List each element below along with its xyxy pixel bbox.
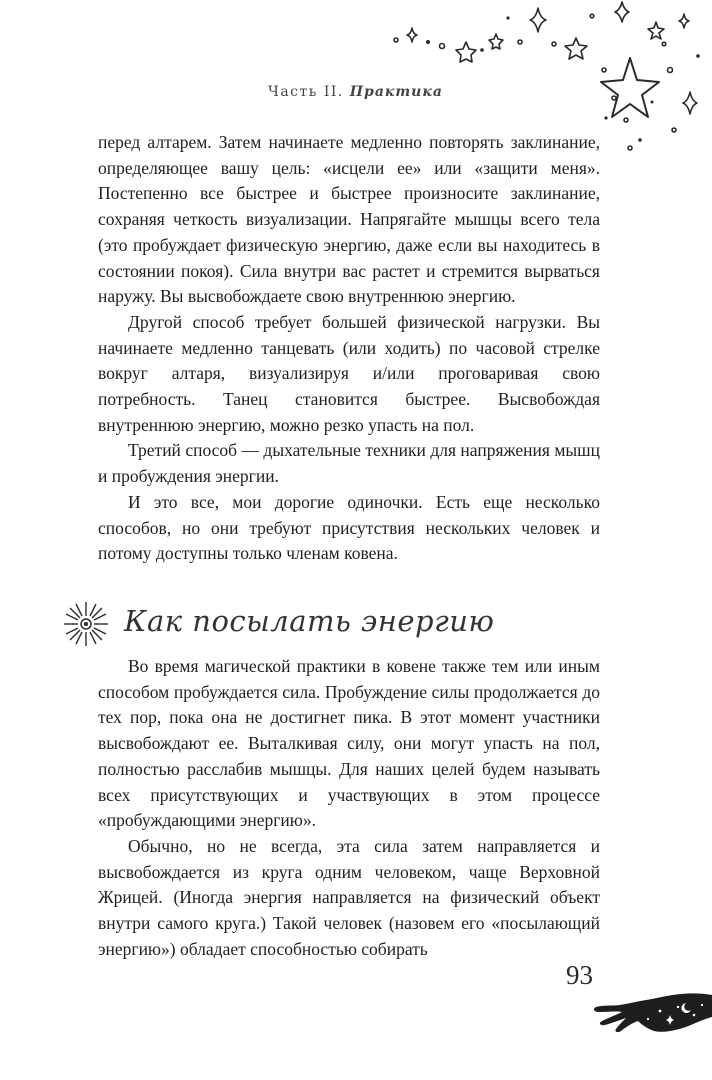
paragraph: Обычно, но не всегда, эта сила затем направляется и высвобождается из круга одним человеком, чаще Верховной Жрицей. (Иногда энергия направляется на физический объект внутри самого круга.) Такой человек (назовем его «посылающий энергию») обладает способностью собирать xyxy=(98,835,600,959)
hand-icon xyxy=(590,985,712,1037)
body-text-top xyxy=(98,130,600,567)
paragraph: Во время магической практики в ковене также тем или иным способом пробуждается сила. Пробуждение силы продолжается до тех пор, пока она не достигнет пика. В этот момент участники высвобождают ее. Выталкивая силу, они могут упасть на пол, полностью расслабив мышцы. Для наших целей будем называть всех присутствующих и участвующих в этом процессе «пробуждающими энергию». xyxy=(98,656,600,831)
running-head-title: Практика xyxy=(349,84,443,100)
running-head-part: Часть II. xyxy=(268,84,344,100)
body-text-bottom xyxy=(98,654,600,962)
sun-icon xyxy=(62,600,110,648)
section-title: Как посылать энергию xyxy=(124,604,495,638)
page-number: 93 xyxy=(566,960,593,990)
paragraph: И это все, мои дорогие одиночки. Есть еще несколько способов, но они требуют присутствия нескольких человек и потому доступны только членам ковена. xyxy=(98,491,600,564)
paragraph: перед алтарем. Затем начинаете медленно повторять заклинание, определяющее вашу цель: «исцели ее» или «защити меня». Постепенно все быстрее и быстрее произносите заклинание, сохраняя четкость визуализации. Напрягайте мышцы всего тела (это пробуждает физическую энергию, даже если вы находитесь в состоянии покоя). Сила внутри вас растет и стремится вырваться наружу. Вы высвобождаете свою внутреннюю энергию. xyxy=(98,132,600,307)
paragraph: Третий способ — дыхательные техники для напряжения мышц и пробуждения энергии. xyxy=(98,440,600,487)
section-heading xyxy=(62,596,622,648)
running-head xyxy=(268,84,443,100)
paragraph: Другой способ требует большей физической нагрузки. Вы начинаете медленно танцевать (или ходить) по часовой стрелке вокруг алтаря, визуализируя и/или проговаривая свою потребность. Танец становится быстрее. Высвобождая внутреннюю энергию, можно резко упасть на пол. xyxy=(98,311,600,435)
